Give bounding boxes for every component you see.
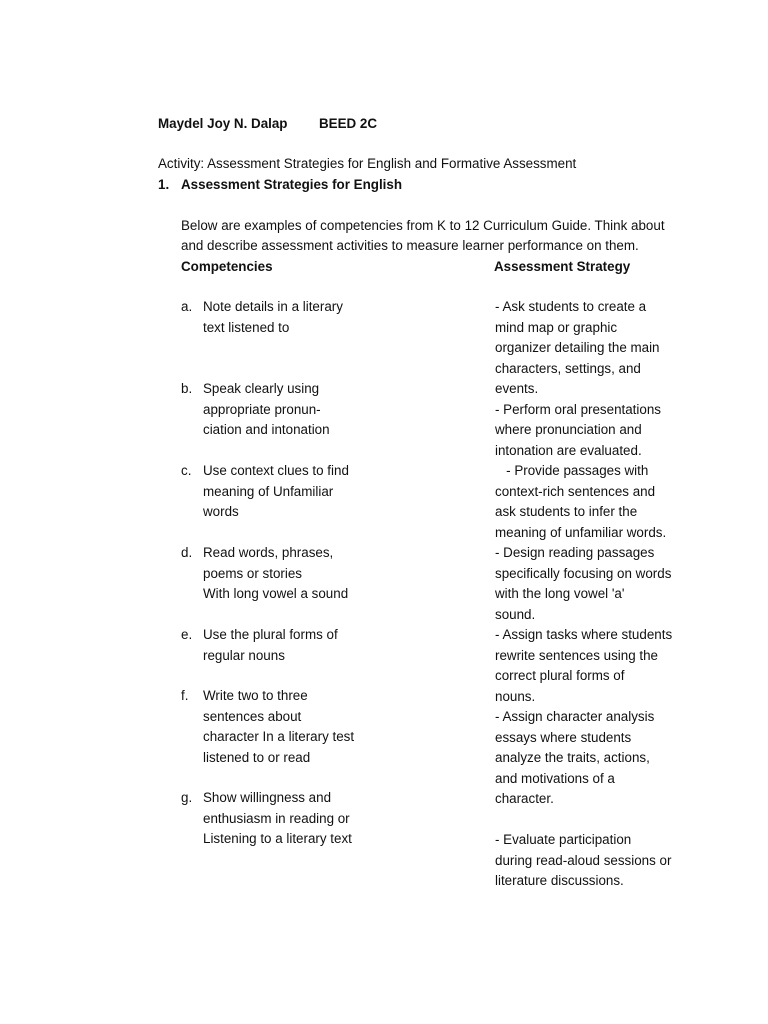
competency-line: meaning of Unfamiliar xyxy=(203,483,334,499)
strategy-line: meaning of unfamiliar words. xyxy=(495,524,667,540)
competency-line: Use the plural forms of xyxy=(203,627,338,642)
strategy-line: essays where students xyxy=(495,729,632,745)
competency-line: Show willingness and xyxy=(203,790,332,805)
student-section: BEED 2C xyxy=(319,116,378,131)
strategy-line: - Perform oral presentations xyxy=(495,401,661,417)
competency-line: With long vowel a sound xyxy=(203,586,349,601)
competency-letter: e. xyxy=(181,627,193,642)
competency-text xyxy=(203,461,349,523)
competency-letter: b. xyxy=(181,381,193,396)
section-number: 1. xyxy=(158,177,170,192)
strategy-line: - Assign character analysis xyxy=(495,709,655,724)
strategy-line: ask students to infer the xyxy=(495,504,638,519)
intro-line: Below are examples of competencies from K to 12 Curriculum Guide. Think about xyxy=(181,218,665,233)
competency-line: character In a literary test xyxy=(203,729,355,744)
strategy-line: nouns. xyxy=(495,688,536,704)
section-title: Assessment Strategies for English xyxy=(181,177,403,192)
strategy-line: - Design reading passages xyxy=(495,545,655,560)
competency-text xyxy=(203,788,352,850)
strategy-line: - Provide passages with xyxy=(495,463,649,478)
competency-line: appropriate pronun- xyxy=(203,401,321,417)
competency-letter: d. xyxy=(181,545,193,560)
competency-letter: a. xyxy=(181,299,193,314)
competency-line: poems or stories xyxy=(203,565,302,581)
strategy-line: - Evaluate participation xyxy=(495,832,632,847)
competency-text xyxy=(203,379,330,441)
competency-line: Use context clues to find xyxy=(203,463,349,478)
competency-text xyxy=(203,543,348,605)
competency-line: Read words, phrases, xyxy=(203,545,334,560)
strategy-line: rewrite sentences using the xyxy=(495,647,659,663)
competency-line: words xyxy=(203,504,239,519)
strategy-heading: Assessment Strategy xyxy=(494,259,631,274)
strategy-line: - Ask students to create a xyxy=(495,299,647,314)
competency-line: Listening to a literary text xyxy=(203,831,352,846)
competency-line: listened to or read xyxy=(203,749,311,765)
strategy-line: and motivations of a xyxy=(495,770,615,786)
intro-line: and describe assessment activities to measure learner performance on them. xyxy=(181,238,639,253)
competency-text xyxy=(203,625,338,666)
competency-letter: g. xyxy=(181,790,193,805)
strategy-line: sound. xyxy=(495,606,536,622)
competency-line: ciation and intonation xyxy=(203,422,330,437)
competency-text xyxy=(203,297,343,338)
strategy-line: correct plural forms of xyxy=(495,668,625,683)
competency-line: Note details in a literary xyxy=(203,299,343,314)
competency-letter: c. xyxy=(181,463,192,478)
competency-letter: f. xyxy=(181,688,189,703)
student-name: Maydel Joy N. Dalap xyxy=(158,116,288,131)
strategy-line: - Assign tasks where students xyxy=(495,627,673,642)
competency-line: Write two to three xyxy=(203,688,308,703)
strategy-line: context-rich sentences and xyxy=(495,483,656,499)
strategy-line: organizer detailing the main xyxy=(495,340,660,355)
strategy-line xyxy=(495,810,672,831)
competency-line: Speak clearly using xyxy=(203,381,320,396)
activity-title: Activity: Assessment Strategies for English and Formative Assessment xyxy=(158,156,577,171)
competency-line: sentences about xyxy=(203,708,302,724)
strategy-line: character. xyxy=(495,791,554,806)
strategy-line: intonation are evaluated. xyxy=(495,442,642,458)
strategy-line: analyze the traits, actions, xyxy=(495,750,650,765)
competency-text xyxy=(203,686,354,768)
strategy-line: specifically focusing on words xyxy=(495,565,672,581)
strategy-line: where pronunciation and xyxy=(495,422,642,437)
strategy-line: during read-aloud sessions or xyxy=(495,852,672,868)
competency-line: enthusiasm in reading or xyxy=(203,810,350,826)
strategy-line: literature discussions. xyxy=(495,873,624,888)
strategy-line: with the long vowel 'a' xyxy=(495,586,625,601)
competency-line: text listened to xyxy=(203,319,290,335)
strategy-line: characters, settings, and xyxy=(495,360,641,376)
strategy-line: mind map or graphic xyxy=(495,319,618,335)
strategy-line: events. xyxy=(495,381,539,396)
strategy-column xyxy=(495,297,672,892)
competency-line: regular nouns xyxy=(203,647,285,663)
competencies-heading: Competencies xyxy=(181,259,273,274)
